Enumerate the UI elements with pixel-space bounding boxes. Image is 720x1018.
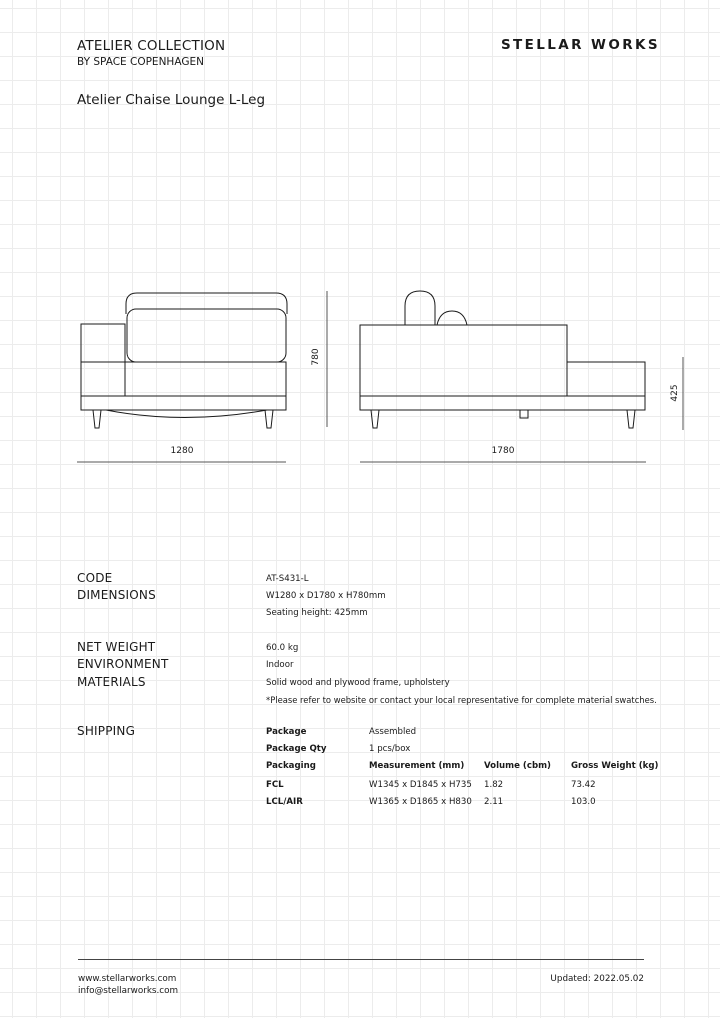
side-body [360,325,567,396]
side-headrest [405,291,435,325]
dimensions-value: W1280 x D1780 x H780mm [266,591,386,601]
product-name: Atelier Chaise Lounge L-Leg [77,92,266,108]
table-header-volume: Volume (cbm) [484,761,551,771]
table-header-packaging: Packaging [266,761,316,771]
front-leg-left [93,410,101,428]
materials-value: Solid wood and plywood frame, upholstery [266,678,450,688]
front-leg-right [265,410,273,428]
side-leg-left [371,410,379,428]
materials-label: MATERIALS [77,675,146,689]
table-cell-fcl-measurement: W1345 x D1845 x H735 [369,780,472,790]
code-value: AT-S431-L [266,574,309,584]
side-support [520,410,528,418]
seat-height-label: 425 [670,384,680,402]
collection-title: ATELIER COLLECTION [77,38,226,54]
front-width-label: 1280 [170,446,194,456]
footer-divider [78,959,644,960]
footer-website-link[interactable]: www.stellarworks.com [78,974,177,984]
materials-note: *Please refer to website or contact your local representative for complete material swatches. [266,695,657,705]
technical-drawing [0,0,720,480]
front-arm [81,324,125,396]
side-base [360,396,645,410]
table-cell-fcl-volume: 1.82 [484,780,504,790]
table-cell-fcl-type: FCL [266,780,284,790]
front-backrest [126,293,287,314]
package-qty-label: Package Qty [266,744,327,754]
code-label: CODE [77,571,113,585]
front-back-cushion [127,309,286,362]
table-header-gross-weight: Gross Weight (kg) [571,761,659,771]
front-view-sofa [81,293,287,428]
side-view-sofa [360,291,645,428]
table-cell-lcl-type: LCL/AIR [266,797,303,807]
package-qty-value: 1 pcs/box [369,744,411,754]
environment-value: Indoor [266,660,294,670]
seating-height: Seating height: 425mm [266,608,368,618]
table-cell-lcl-measurement: W1365 x D1865 x H830 [369,797,472,807]
height-label: 780 [311,348,321,366]
package-value: Assembled [369,727,417,737]
shipping-label: SHIPPING [77,724,136,738]
footer-email-link[interactable]: info@stellarworks.com [78,986,179,996]
designer-subtitle: BY SPACE COPENHAGEN [77,56,204,68]
side-leg-right [627,410,635,428]
table-cell-fcl-weight: 73.42 [571,780,596,790]
side-pillow [437,311,467,325]
front-seat [81,362,286,396]
footer-updated-date: Updated: 2022.05.02 [550,974,644,984]
brand-logo: STELLAR WORKS [500,37,660,53]
table-header-measurement: Measurement (mm) [369,761,465,771]
table-cell-lcl-volume: 2.11 [484,797,504,807]
net-weight-value: 60.0 kg [266,643,299,653]
front-base-curve [106,410,267,418]
side-chaise [567,362,645,396]
side-width-label: 1780 [491,446,515,456]
net-weight-label: NET WEIGHT [77,640,156,654]
environment-label: ENVIRONMENT [77,657,169,671]
front-base [81,396,286,410]
dimensions-label: DIMENSIONS [77,588,156,602]
package-label: Package [266,727,307,737]
table-cell-lcl-weight: 103.0 [571,797,596,807]
